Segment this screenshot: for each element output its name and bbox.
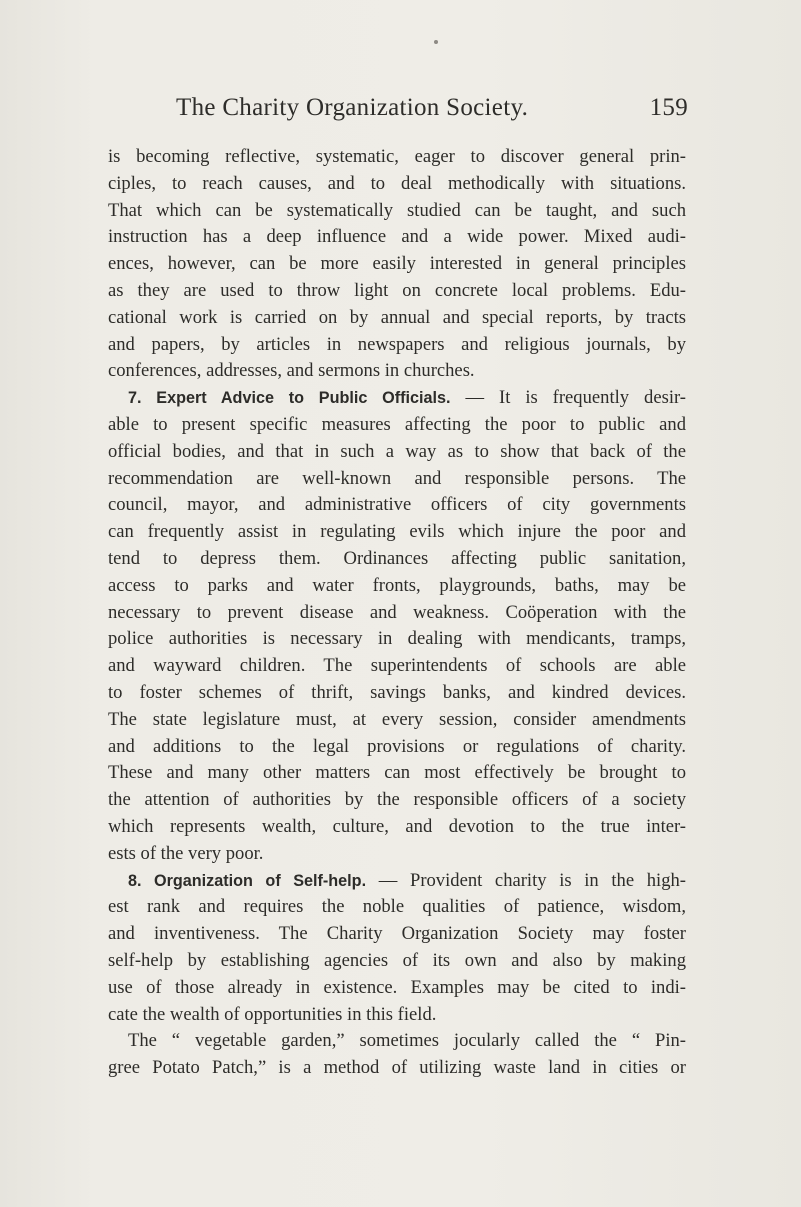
text-line: ests of the very poor.: [108, 842, 264, 864]
text-line: self-help by establishing agencies of its own and also by making: [108, 949, 686, 971]
text-line: tend to depress them. Ordinances affecting public sanitation,: [108, 547, 686, 569]
text-line: can frequently assist in regulating evils which injure the poor and: [108, 521, 686, 543]
text-line: is becoming reflective, systematic, eager to discover general prin-: [108, 146, 686, 167]
print-speck: [434, 40, 438, 44]
text-line: council, mayor, and administrative officers of city governments: [108, 494, 686, 516]
text-line: gree Potato Patch,” is a method of utilizing waste land in cities or: [108, 1057, 686, 1079]
text-line: necessary to prevent disease and weakness. Coöperation with the: [108, 601, 686, 623]
running-head: [168, 94, 688, 128]
text-line: the attention of authorities by the responsible officers of a society: [108, 789, 686, 811]
text-line: access to parks and water fronts, playgrounds, baths, may be: [108, 574, 686, 596]
text-line: official bodies, and that in such a way as to show that back of the: [108, 440, 686, 462]
section-8-first-line: [108, 868, 686, 895]
running-head-title: The Charity Organization Society.: [176, 94, 529, 121]
text-line: conferences, addresses, and sermons in churches.: [108, 360, 475, 382]
text-line: which represents wealth, culture, and devotion to the true inter-: [108, 815, 686, 837]
section-7-heading: 7. Expert Advice to Public Officials.: [128, 389, 451, 408]
body-text: [108, 144, 686, 1082]
text-line: The “ vegetable garden,” sometimes jocularly called the “ Pin-: [128, 1030, 686, 1052]
text-line: and wayward children. The superintendents of schools are able: [108, 655, 686, 677]
text-line: The state legislature must, at every session, consider amendments: [108, 708, 686, 730]
text-line: cational work is carried on by annual and special reports, by tracts: [108, 306, 686, 328]
text-line: ences, however, can be more easily interested in general principles: [108, 253, 686, 275]
section-8-heading: 8. Organization of Self-help.: [128, 871, 367, 890]
section-8-lead: — Provident charity is in the high-: [366, 869, 687, 891]
section-7-lead: — It is frequently desir-: [450, 387, 686, 409]
page-number: 159: [649, 94, 688, 121]
text-line: ciples, to reach causes, and to deal methodically with situations.: [108, 172, 686, 194]
text-line: That which can be systematically studied can be taught, and such: [108, 199, 686, 221]
section-7-first-line: [108, 385, 686, 412]
text-line: as they are used to throw light on concrete local problems. Edu-: [108, 279, 686, 301]
text-line: and additions to the legal provisions or regulations of charity.: [108, 735, 686, 757]
text-line: recommendation are well-known and responsible persons. The: [108, 467, 686, 489]
text-line: police authorities is necessary in dealing with mendicants, tramps,: [108, 628, 686, 650]
text-line: instruction has a deep influence and a wide power. Mixed audi-: [108, 226, 686, 248]
text-line: and papers, by articles in newspapers and religious journals, by: [108, 333, 686, 355]
text-line: able to present specific measures affecting the poor to public and: [108, 413, 686, 435]
text-line: use of those already in existence. Examples may be cited to indi-: [108, 976, 686, 998]
text-line: to foster schemes of thrift, savings banks, and kindred devices.: [108, 681, 686, 703]
text-line: These and many other matters can most effectively be brought to: [108, 762, 686, 784]
text-line: and inventiveness. The Charity Organization Society may foster: [108, 923, 686, 945]
text-line: est rank and requires the noble qualities of patience, wisdom,: [108, 896, 686, 918]
text-line: cate the wealth of opportunities in this field.: [108, 1003, 437, 1025]
